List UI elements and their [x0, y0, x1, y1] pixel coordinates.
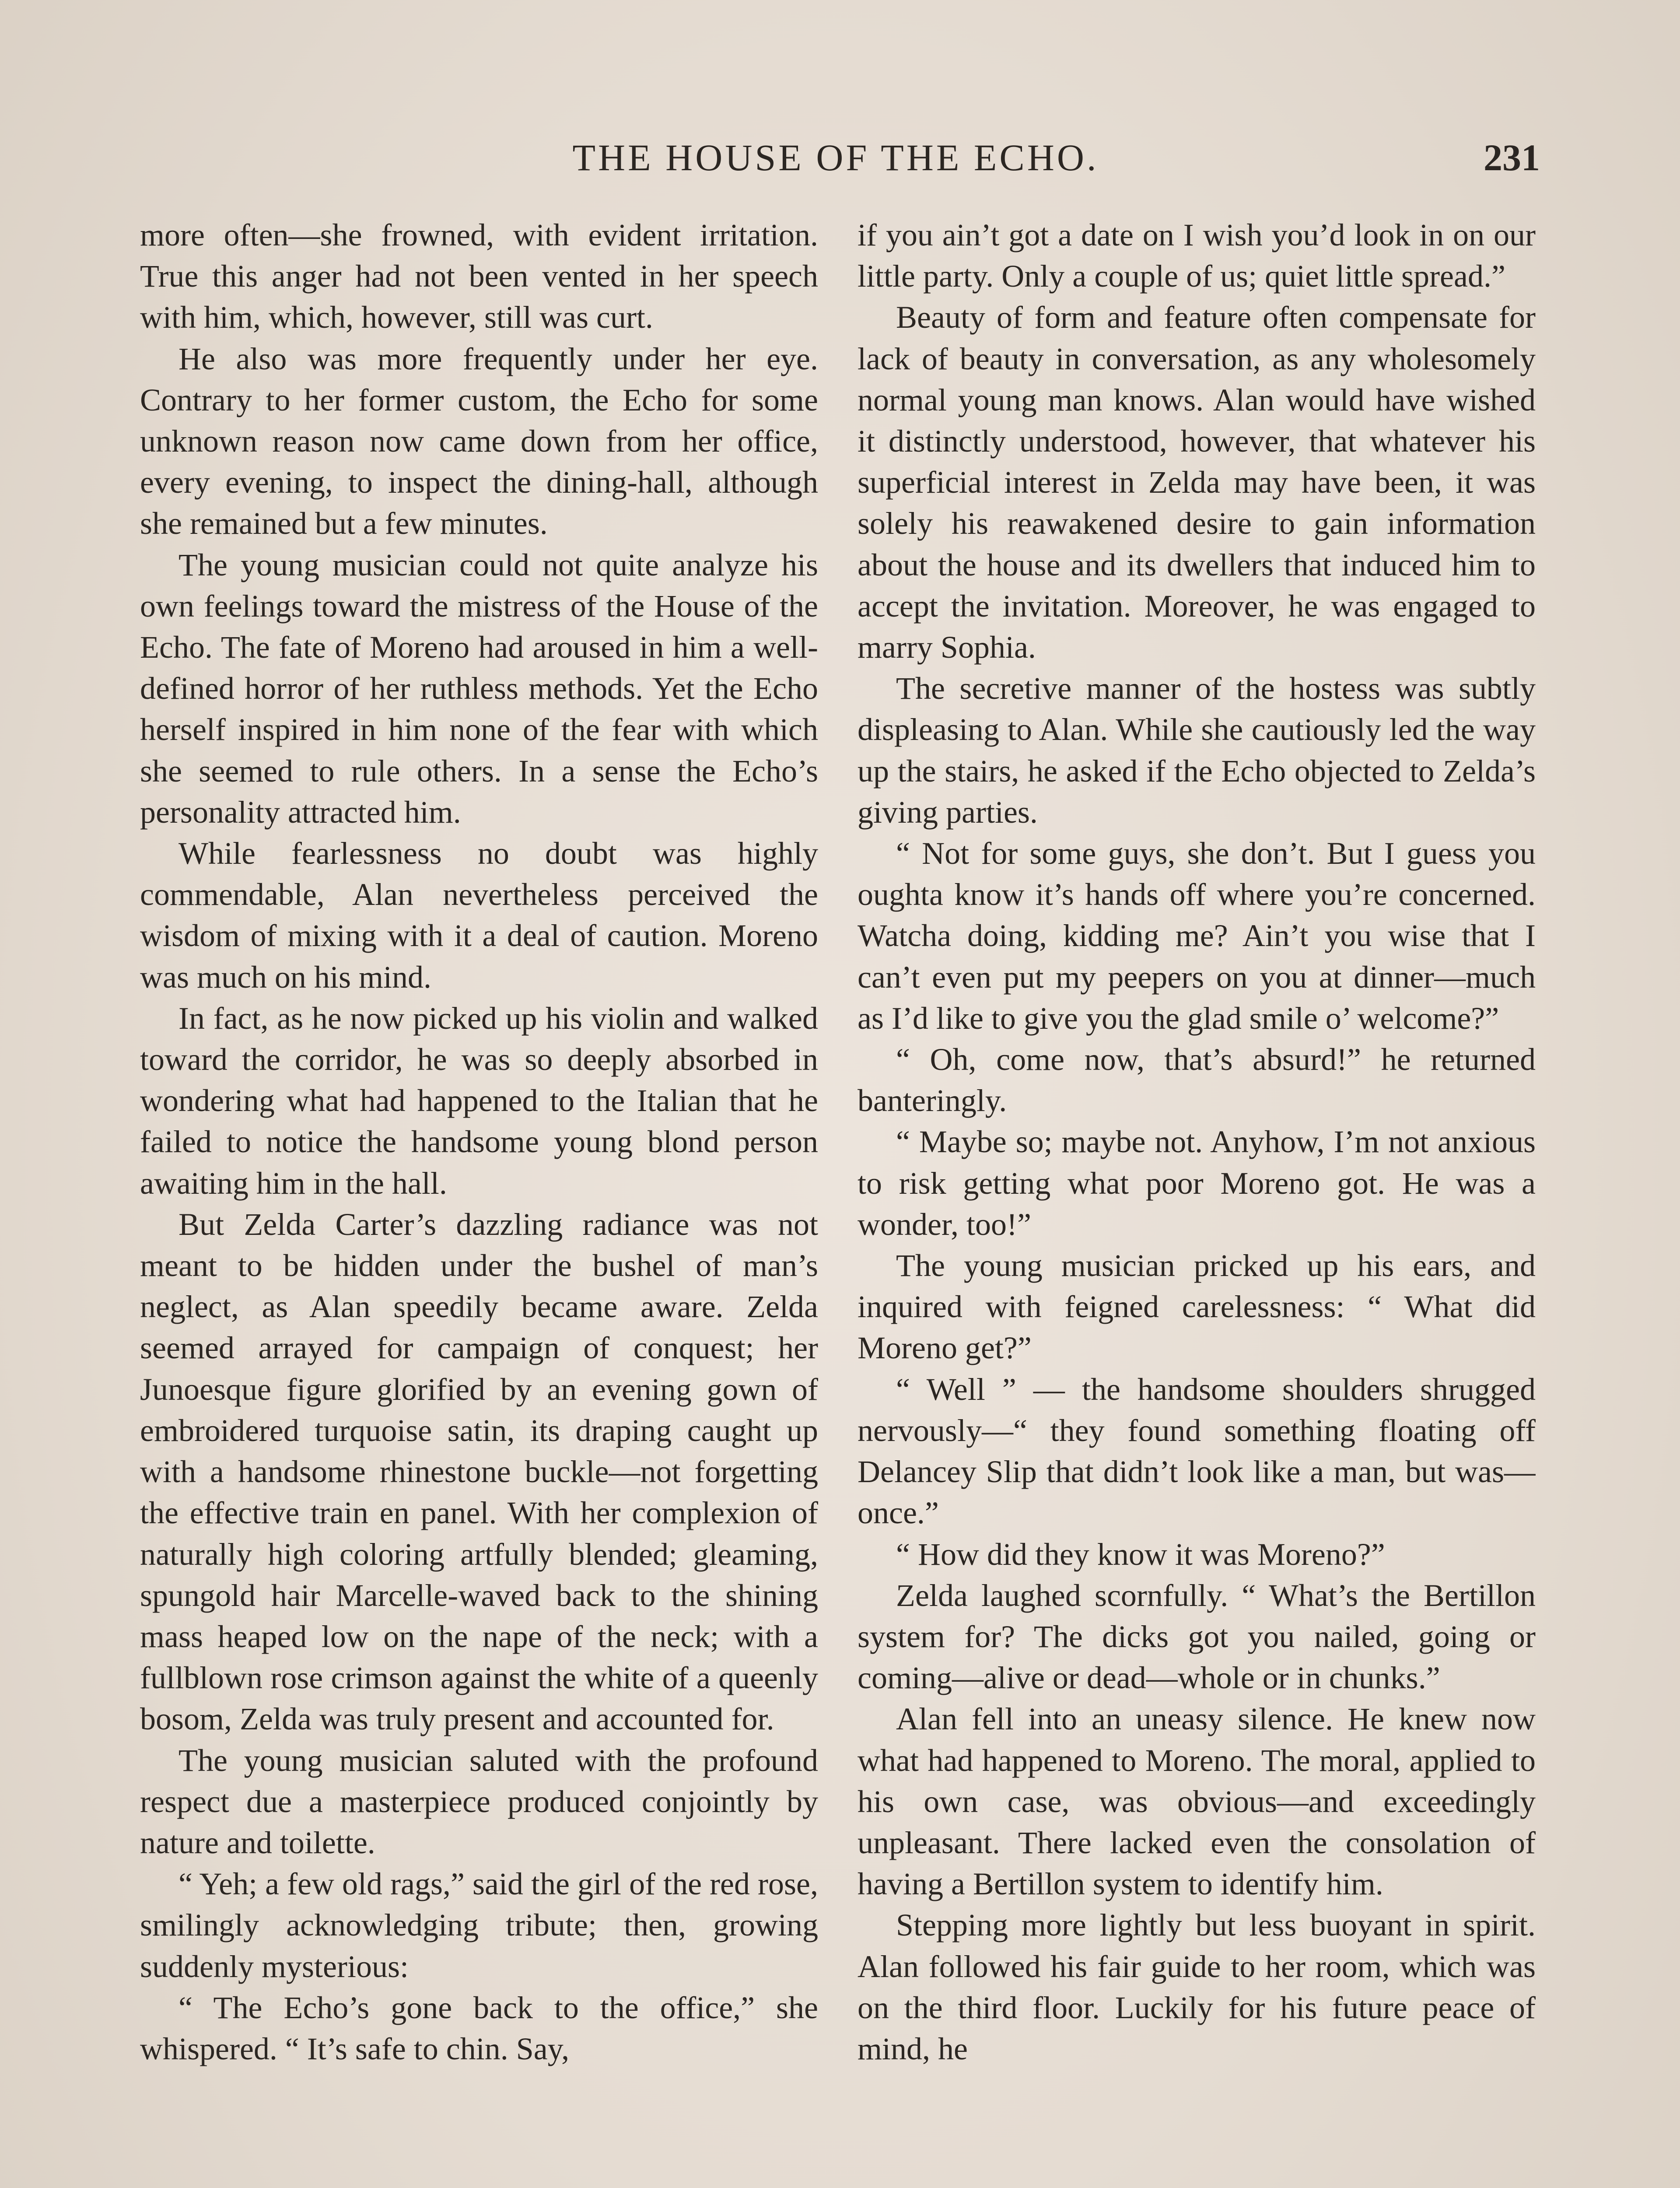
paragraph: He also was more frequently under her eye. Contrary to her former custom, the Echo for some unknown reason now came down from her office, every evening, to inspect the dining-hall, although she remained but a few minutes.: [140, 341, 818, 541]
paragraph: Stepping more lightly but less buoyant in spirit. Alan followed his fair guide to her room, which was on the third floor. Luckily for his future peace of mind, he: [858, 1907, 1536, 2066]
paragraph: “ How did they know it was Moreno?”: [896, 1536, 1385, 1572]
paragraph: Zelda laughed scornfully. “ What’s the Bertillon system for? The dicks got you nailed, going or coming—alive or dead—whole or in chunks.”: [858, 1578, 1536, 1696]
paragraph: But Zelda Carter’s dazzling radiance was not meant to be hidden under the bushel of man’s neglect, as Alan speedily became aware. Zelda seemed arrayed for campaign of conquest; her Junoesque figure glorified by an evening gown of embroidered turquoise satin, its draping caught up with a handsome rhinestone buckle—not forgetting the effective train en panel. With her complexion of naturally high coloring artfully blended; gleaming, spungold hair Marcelle-waved back to the shining mass heaped low on the nape of the neck; with a fullblown rose crimson against the white of a queenly bosom, Zelda was truly present and accounted for.: [140, 1206, 818, 1737]
paragraph: The young musician saluted with the profound respect due a masterpiece produced conjointly by nature and toilette.: [140, 1743, 818, 1860]
page-number: 231: [1484, 137, 1540, 179]
right-column: [858, 214, 1536, 2188]
paragraph: Alan fell into an uneasy silence. He knew now what had happened to Moreno. The moral, applied to his own case, was obvious—and exceedingly unpleasant. There lacked even the consolation of having a Bertillon system to identify him.: [858, 1701, 1536, 1902]
paragraph: The young musician could not quite analyze his own feelings toward the mistress of the House of the Echo. The fate of Moreno had aroused in him a well-defined horror of her ruthless methods. Yet the Echo herself inspired in him none of the fear with which she seemed to rule others. In a sense the Echo’s personality attracted him.: [140, 547, 818, 830]
paragraph: “ Not for some guys, she don’t. But I guess you oughta know it’s hands off where you’re concerned. Watcha doing, kidding me? Ain’t you wise that I can’t even put my peepers on you at dinner—much as I’d like to give you the glad smile o’ welcome?”: [858, 836, 1536, 1036]
paragraph: if you ain’t got a date on I wish you’d look in on our little party. Only a couple of us; quiet little spread.”: [858, 217, 1536, 294]
paragraph: In fact, as he now picked up his violin and walked toward the corridor, he was so deeply absorbed in wondering what had happened to the Italian that he failed to notice the handsome young blond person awaiting him in the hall.: [140, 1000, 818, 1201]
paragraph: While fearlessness no doubt was highly commendable, Alan nevertheless perceived the wisdom of mixing with it a deal of caution. Moreno was much on his mind.: [140, 836, 818, 995]
paragraph: The young musician pricked up his ears, and inquired with feigned carelessness: “ What did Moreno get?”: [858, 1248, 1536, 1366]
paragraph: “ The Echo’s gone back to the office,” she whispered. “ It’s safe to chin. Say,: [140, 1990, 818, 2066]
paragraph: Beauty of form and feature often compensate for lack of beauty in conversation, as any wholesomely normal young man knows. Alan would have wished it distinctly understood, however, that whatever his superficial interest in Zelda may have been, it was solely his reawakened desire to gain information about the house and its dwellers that induced him to accept the invitation. Moreover, he was engaged to marry Sophia.: [858, 300, 1536, 665]
paragraph: “ Well ” — the handsome shoulders shrugged nervously—“ they found something floating off Delancey Slip that didn’t look like a man, but was—once.”: [858, 1371, 1536, 1531]
paragraph: “ Yeh; a few old rags,” said the girl of the red rose, smilingly acknowledging tribute; then, growing suddenly mysterious:: [140, 1866, 818, 1984]
paragraph: The secretive manner of the hostess was subtly displeasing to Alan. While she cautiously led the way up the stairs, he asked if the Echo objected to Zelda’s giving parties.: [858, 671, 1536, 830]
left-column: [140, 214, 818, 2188]
paragraph: “ Maybe so; maybe not. Anyhow, I’m not anxious to risk getting what poor Moreno got. He was a wonder, too!”: [858, 1124, 1536, 1242]
paragraph: “ Oh, come now, that’s absurd!” he returned banteringly.: [858, 1042, 1536, 1119]
running-head: THE HOUSE OF THE ECHO.: [572, 137, 1099, 179]
page-header: [131, 131, 1540, 184]
paragraph: more often—she frowned, with evident irritation. True this anger had not been vented in her speech with him, which, however, still was curt.: [140, 217, 818, 335]
